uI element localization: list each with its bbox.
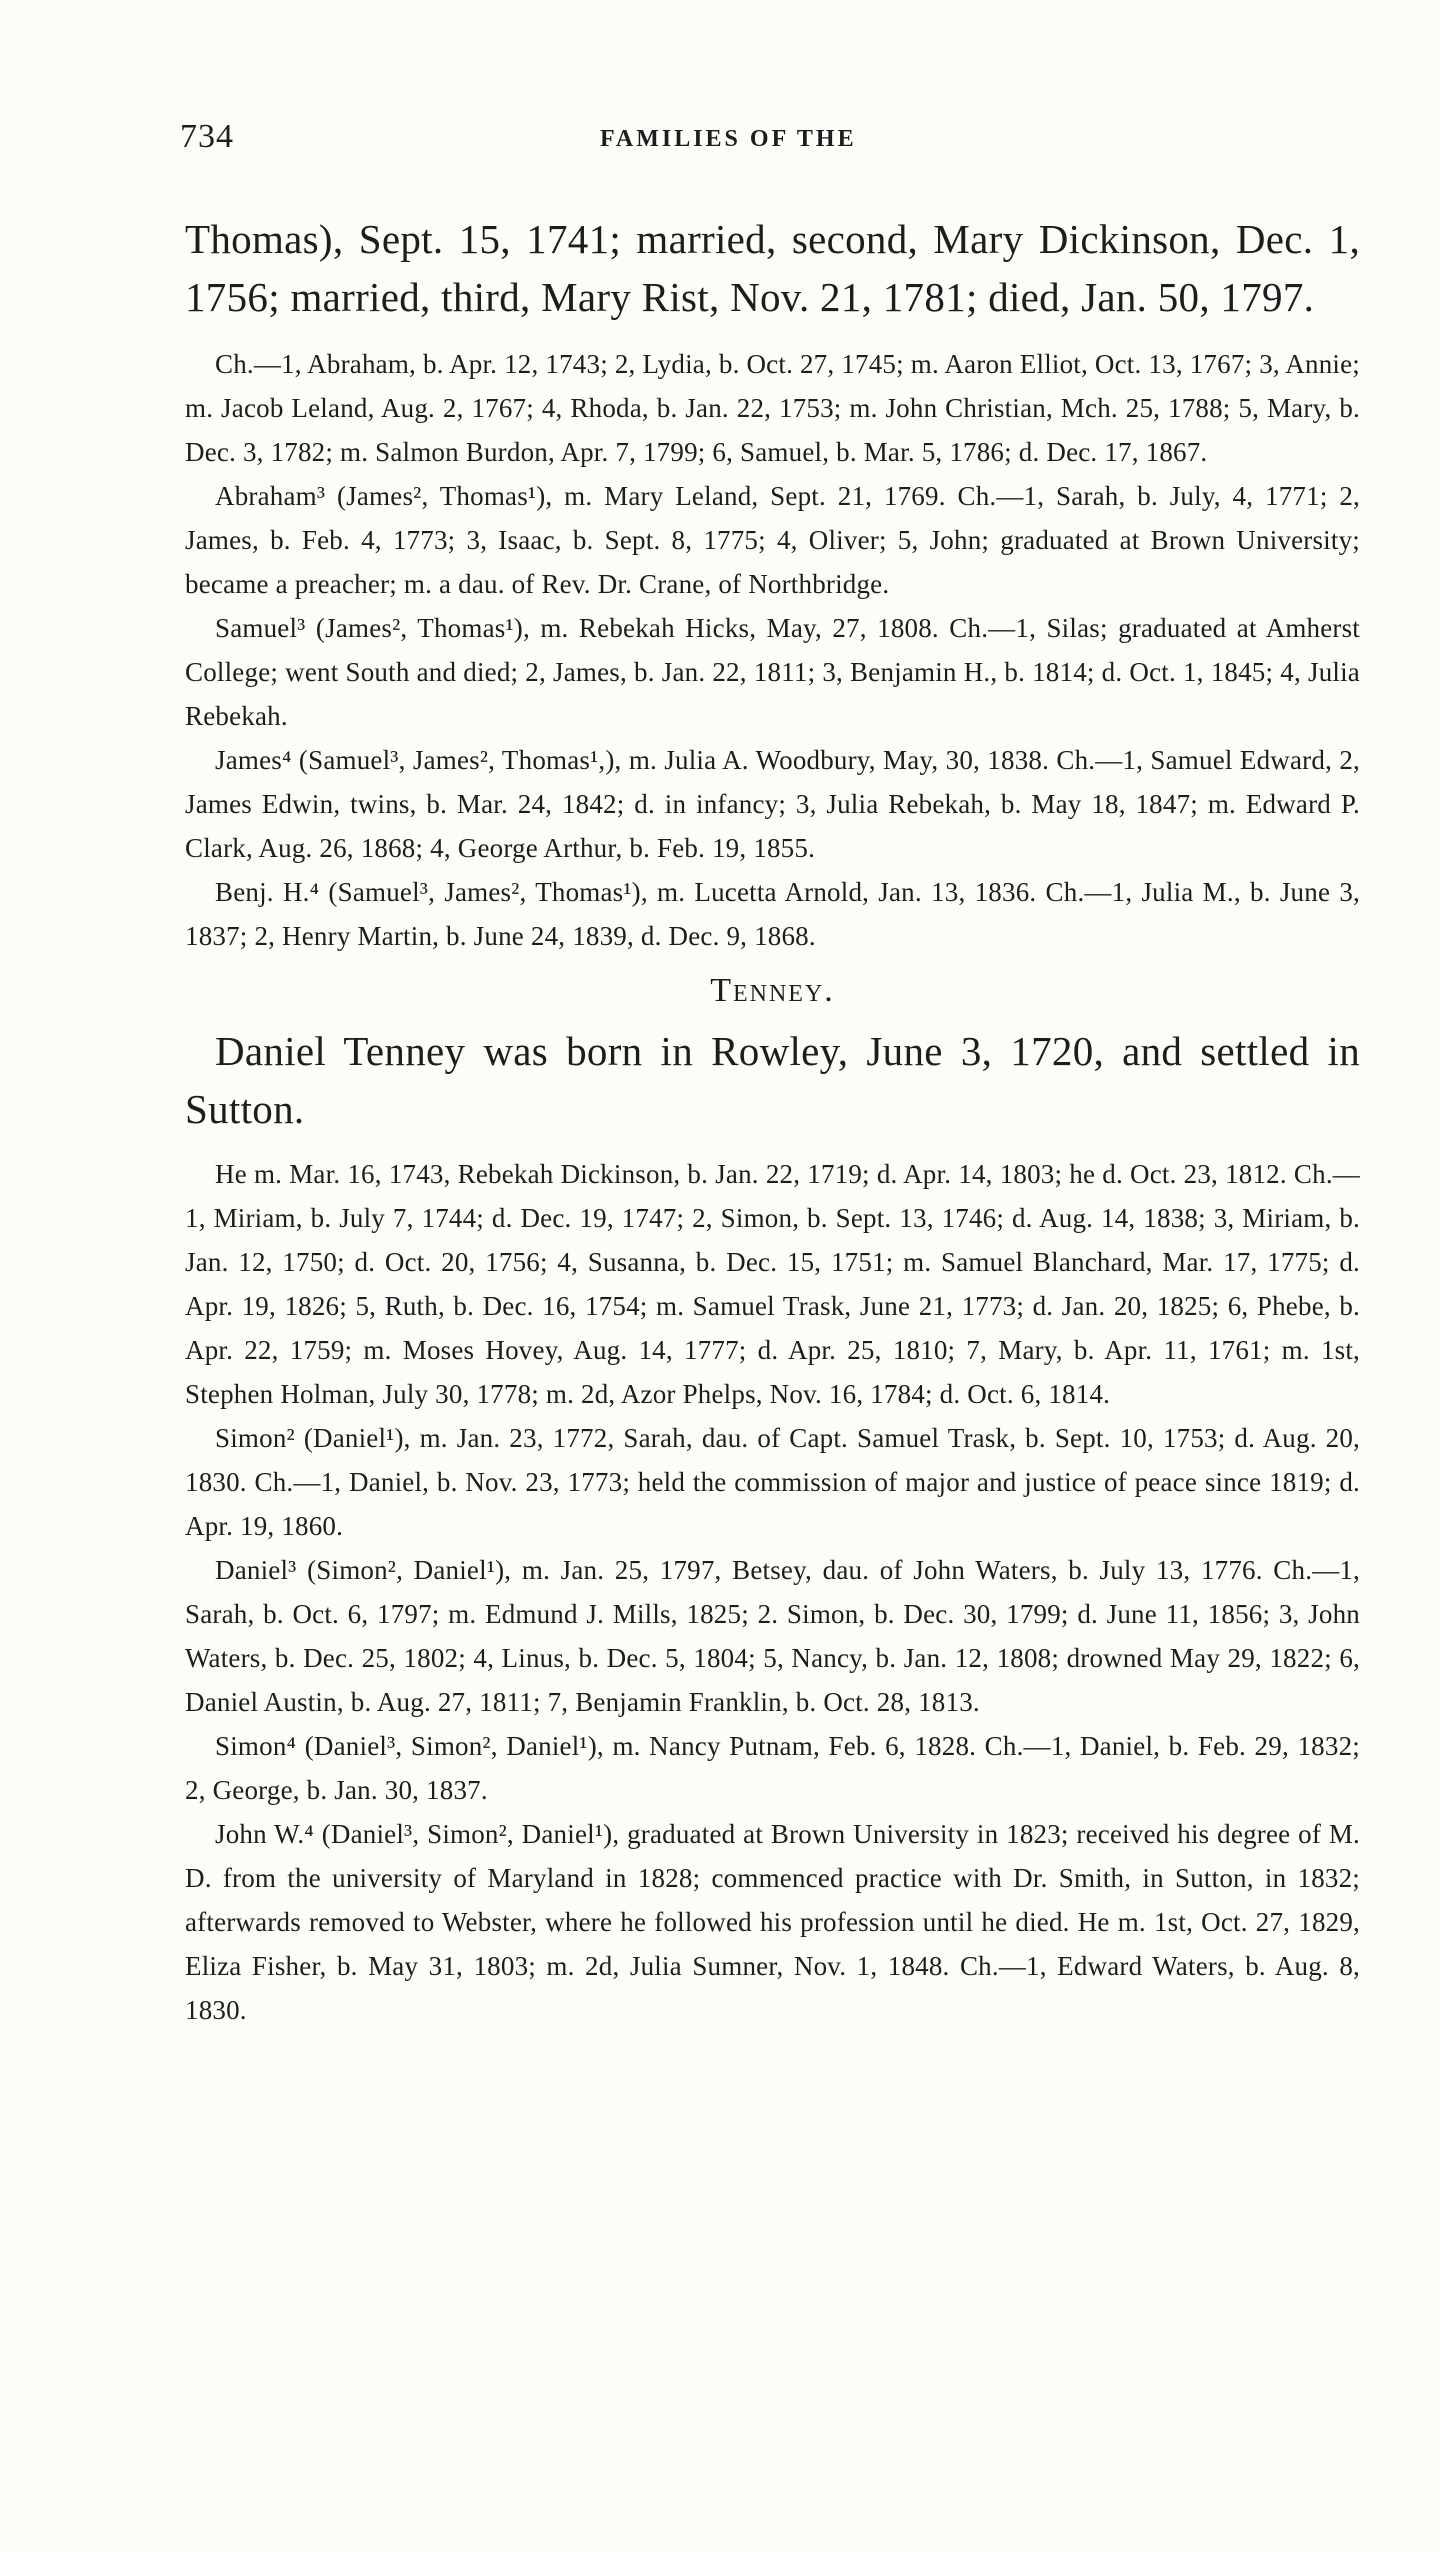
genealogy-entry: Ch.—1, Abraham, b. Apr. 12, 1743; 2, Lydia, b. Oct. 27, 1745; m. Aaron Elliot, Oct. 13, 1767; 3, Annie; m. Jacob Leland, Aug. 2, 1767; 4, Rhoda, b. Jan. 22, 1753; m. John Christian, Mch. 25, 1788; 5, Mary, b. Dec. 3, 1782; m. Salmon Burdon, Apr. 7, 1799; 6, Samuel, b. Mar. 5, 1786; d. Dec. 17, 1867. (185, 349, 1360, 467)
page-number: 734 (180, 118, 234, 155)
genealogy-entry: Simon⁴ (Daniel³, Simon², Daniel¹), m. Nancy Putnam, Feb. 6, 1828. Ch.—1, Daniel, b. Feb. 29, 1832; 2, George, b. Jan. 30, 1837. (185, 1731, 1360, 1805)
genealogy-entry: Abraham³ (James², Thomas¹), m. Mary Leland, Sept. 21, 1769. Ch.—1, Sarah, b. July, 4, 1771; 2, James, b. Feb. 4, 1773; 3, Isaac, b. Sept. 8, 1775; 4, Oliver; 5, John; graduated at Brown University; became a preacher; m. a dau. of Rev. Dr. Crane, of Northbridge. (185, 481, 1360, 599)
continued-paragraph: Thomas), Sept. 15, 1741; married, second, Mary Dickinson, Dec. 1, 1756; married, third, Mary Rist, Nov. 21, 1781; died, Jan. 50, 1797. (185, 216, 1360, 320)
genealogy-entry: Daniel³ (Simon², Daniel¹), m. Jan. 25, 1797, Betsey, dau. of John Waters, b. July 13, 1776. Ch.—1, Sarah, b. Oct. 6, 1797; m. Edmund J. Mills, 1825; 2. Simon, b. Dec. 30, 1799; d. June 11, 1856; 3, John Waters, b. Dec. 25, 1802; 4, Linus, b. Dec. 5, 1804; 5, Nancy, b. Jan. 12, 1808; drowned May 29, 1822; 6, Daniel Austin, b. Aug. 27, 1811; 7, Benjamin Franklin, b. Oct. 28, 1813. (185, 1555, 1360, 1717)
section-lead-paragraph: Daniel Tenney was born in Rowley, June 3, 1720, and settled in Sutton. (185, 1028, 1360, 1132)
genealogy-entry: James⁴ (Samuel³, James², Thomas¹,), m. Julia A. Woodbury, May, 30, 1838. Ch.—1, Samuel Edward, 2, James Edwin, twins, b. Mar. 24, 1842; d. in infancy; 3, Julia Rebekah, b. May 18, 1847; m. Edward P. Clark, Aug. 26, 1868; 4, George Arthur, b. Feb. 19, 1855. (185, 745, 1360, 863)
genealogy-entry: Samuel³ (James², Thomas¹), m. Rebekah Hicks, May, 27, 1808. Ch.—1, Silas; graduated at Amherst College; went South and died; 2, James, b. Jan. 22, 1811; 3, Benjamin H., b. 1814; d. Oct. 1, 1845; 4, Julia Rebekah. (185, 613, 1360, 731)
genealogy-entry: Benj. H.⁴ (Samuel³, James², Thomas¹), m. Lucetta Arnold, Jan. 13, 1836. Ch.—1, Julia M., b. June 3, 1837; 2, Henry Martin, b. June 24, 1839, d. Dec. 9, 1868. (185, 877, 1360, 951)
genealogy-entry: Simon² (Daniel¹), m. Jan. 23, 1772, Sarah, dau. of Capt. Samuel Trask, b. Sept. 10, 1753; d. Aug. 20, 1830. Ch.—1, Daniel, b. Nov. 23, 1773; held the commission of major and justice of peace since 1819; d. Apr. 19, 1860. (185, 1423, 1360, 1541)
page-body (185, 210, 1360, 2032)
running-head: FAMILIES OF THE (600, 126, 857, 152)
page-header (180, 118, 1360, 178)
section-heading: Tenney. (710, 972, 835, 1009)
genealogy-entry: He m. Mar. 16, 1743, Rebekah Dickinson, b. Jan. 22, 1719; d. Apr. 14, 1803; he d. Oct. 23, 1812. Ch.—1, Miriam, b. July 7, 1744; d. Dec. 19, 1747; 2, Simon, b. Sept. 13, 1746; d. Aug. 14, 1838; 3, Miriam, b. Jan. 12, 1750; d. Oct. 20, 1756; 4, Susanna, b. Dec. 15, 1751; m. Samuel Blanchard, Mar. 17, 1775; d. Apr. 19, 1826; 5, Ruth, b. Dec. 16, 1754; m. Samuel Trask, June 21, 1773; d. Jan. 20, 1825; 6, Phebe, b. Apr. 22, 1759; m. Moses Hovey, Aug. 14, 1777; d. Apr. 25, 1810; 7, Mary, b. Apr. 11, 1761; m. 1st, Stephen Holman, July 30, 1778; m. 2d, Azor Phelps, Nov. 16, 1784; d. Oct. 6, 1814. (185, 1159, 1360, 1409)
genealogy-entry: John W.⁴ (Daniel³, Simon², Daniel¹), graduated at Brown University in 1823; received his degree of M. D. from the university of Maryland in 1828; commenced practice with Dr. Smith, in Sutton, in 1832; afterwards removed to Webster, where he followed his profession until he died. He m. 1st, Oct. 27, 1829, Eliza Fisher, b. May 31, 1803; m. 2d, Julia Sumner, Nov. 1, 1848. Ch.—1, Edward Waters, b. Aug. 8, 1830. (185, 1819, 1360, 2025)
